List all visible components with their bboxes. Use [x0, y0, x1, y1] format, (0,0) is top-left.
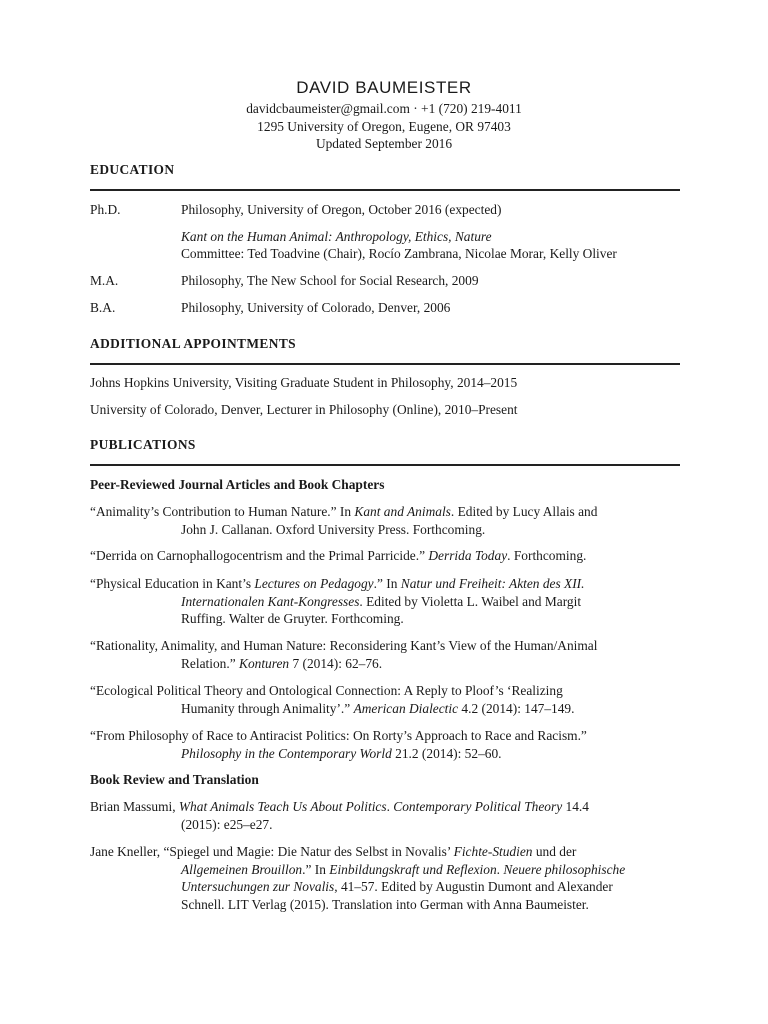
ba-degree: B.A. [90, 300, 116, 315]
education-rule [90, 189, 680, 191]
ma-text: Philosophy, The New School for Social Research, 2009 [181, 273, 479, 288]
phd-dissertation: Kant on the Human Animal: Anthropology, Ethics, Nature [181, 229, 492, 244]
ma-degree: M.A. [90, 273, 119, 288]
publication-entry: “Animality’s Contribution to Human Nature.” In Kant and Animals. Edited by Lucy Allais and John J. Callanan. Oxford University Press. Forthcoming. [90, 504, 598, 537]
review-entry: Brian Massumi, What Animals Teach Us About Politics. Contemporary Political Theory 14.4 (2015): e25–e27. [90, 799, 589, 832]
publications-heading: PUBLICATIONS [90, 437, 196, 452]
translation-entry: Jane Kneller, “Spiegel und Magie: Die Natur des Selbst in Novalis’ Fichte-Studien und der Allgemeinen Brouillon.” In Einbildungskraft und Reflexion. Neuere philosophische Untersuchungen zur Novalis, 41–57. Edited by Augustin Dumont and Alexander Schnell. LIT Verlag (2015). Translation into German with Anna Baumeister. [90, 844, 626, 912]
publication-entry: “Ecological Political Theory and Ontological Connection: A Reply to Ploof’s ‘Realizing Humanity through Animality’.” American Dialectic 4.2 (2014): 147–149. [90, 683, 575, 716]
ba-text: Philosophy, University of Colorado, Denver, 2006 [181, 300, 451, 315]
appointment-item: Johns Hopkins University, Visiting Graduate Student in Philosophy, 2014–2015 [90, 375, 518, 390]
education-heading: EDUCATION [90, 162, 175, 177]
contact-line: davidcbaumeister@gmail.com · +1 (720) 219-4011 [246, 101, 522, 116]
updated-line: Updated September 2016 [315, 136, 453, 151]
appointments-heading: ADDITIONAL APPOINTMENTS [90, 336, 296, 351]
publication-entry: “Derrida on Carnophallogocentrism and the Primal Parricide.” Derrida Today. Forthcoming. [90, 548, 587, 563]
publication-entry: “Rationality, Animality, and Human Nature: Reconsidering Kant’s View of the Human/Animal Relation.” Konturen 7 (2014): 62–76. [90, 638, 598, 671]
appointments-rule [90, 363, 680, 365]
publications-rule [90, 464, 680, 466]
appointment-item: University of Colorado, Denver, Lecturer in Philosophy (Online), 2010–Present [90, 402, 518, 417]
phd-committee: Committee: Ted Toadvine (Chair), Rocío Zambrana, Nicolae Morar, Kelly Oliver [181, 246, 617, 261]
phd-text: Philosophy, University of Oregon, October 2016 (expected) [181, 202, 502, 217]
cv-name: DAVID BAUMEISTER [296, 78, 472, 97]
phd-degree: Ph.D. [90, 202, 121, 217]
address-line: 1295 University of Oregon, Eugene, OR 97403 [257, 119, 511, 134]
journal-articles-heading: Peer-Reviewed Journal Articles and Book Chapters [90, 477, 385, 492]
publication-entry: “From Philosophy of Race to Antiracist Politics: On Rorty’s Approach to Race and Racism.” Philosophy in the Contemporary World 21.2 (2014): 52–60. [90, 728, 587, 761]
publication-entry: “Physical Education in Kant’s Lectures on Pedagogy.” In Natur und Freiheit: Akten des XII. Internationalen Kant-Kongresses. Edited by Violetta L. Waibel and Margit Ruffing. Walter de Gruyter. Forthcoming. [90, 576, 585, 626]
book-review-heading: Book Review and Translation [90, 772, 259, 787]
